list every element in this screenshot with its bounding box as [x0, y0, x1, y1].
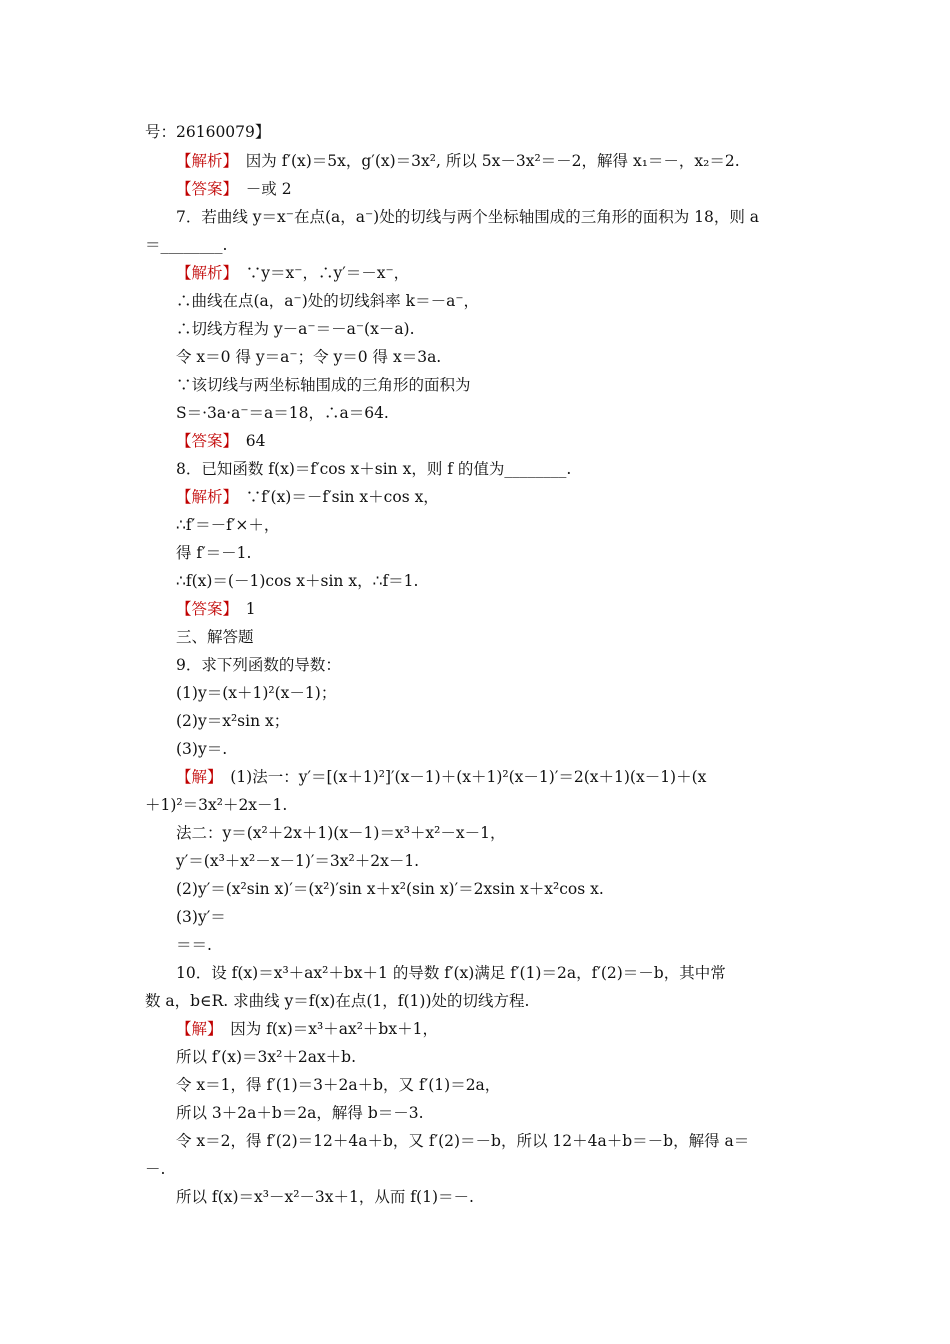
- text-line: 【解】 因为 f(x)＝x³＋ax²＋bx＋1，: [176, 1020, 438, 1038]
- text-line: (3)y＝.: [176, 740, 228, 758]
- text-line: ∴曲线在点(a，a⁻)处的切线斜率 k＝－a⁻，: [176, 292, 480, 310]
- text-line: 法二：y＝(x²＋2x＋1)(x－1)＝x³＋x²－x－1，: [176, 824, 506, 842]
- analysis-tag: 【解析】: [176, 264, 231, 282]
- text-line: ＋1)²＝3x²＋2x－1.: [145, 796, 288, 814]
- answer-tag: 【答案】: [176, 432, 231, 450]
- answer-tag: 【答案】: [176, 180, 231, 198]
- text-line: 【解析】 ∵f′(x)＝－f′sin x＋cos x，: [176, 488, 439, 506]
- text-line: y′＝(x³＋x²－x－1)′＝3x²＋2x－1.: [176, 852, 420, 870]
- solution-tag: 【解】: [176, 768, 215, 786]
- analysis-tag: 【解析】: [176, 152, 231, 170]
- text-line: 【解】 (1)法一：y′＝[(x＋1)²]′(x－1)＋(x＋1)²(x－1)′＝2(x＋1)(x－1)＋(x: [176, 768, 707, 786]
- text-line: 得 f′＝－1.: [176, 544, 252, 562]
- text-line: (1)y＝(x＋1)²(x－1)；: [176, 684, 337, 702]
- solution-tag: 【解】: [176, 1020, 215, 1038]
- text-line: 所以 3＋2a＋b＝2a，解得 b＝－3.: [176, 1104, 424, 1122]
- question-8: 8．已知函数 f(x)＝f′cos x＋sin x，则 f 的值为________.: [176, 460, 572, 478]
- text-line: ∵该切线与两坐标轴围成的三角形的面积为: [176, 376, 471, 394]
- text-line: 令 x＝0 得 y＝a⁻；令 y＝0 得 x＝3a.: [176, 348, 442, 366]
- text-line: ∴f(x)＝(－1)cos x＋sin x，∴f＝1.: [176, 572, 419, 590]
- section-heading: 三、解答题: [176, 628, 254, 646]
- text-line: (2)y＝x²sin x；: [176, 712, 290, 730]
- text-line: S＝·3a·a⁻＝a＝18，∴a＝64.: [176, 404, 389, 422]
- text-line: ∴f′＝－f′×＋，: [176, 516, 280, 534]
- text-line: 【答案】 64: [176, 432, 266, 450]
- answer-tag: 【答案】: [176, 600, 231, 618]
- text-line: 【解析】 因为 f′(x)＝5x，g′(x)＝3x², 所以 5x－3x²＝－2，解得 x₁＝－，x₂＝2.: [176, 152, 740, 170]
- text-line: 【答案】 1: [176, 600, 256, 618]
- question-10: 10．设 f(x)＝x³＋ax²＋bx＋1 的导数 f′(x)满足 f′(1)＝2a，f′(2)＝－b，其中常: [176, 964, 726, 982]
- text-line: 数 a，b∈R. 求曲线 y＝f(x)在点(1，f(1))处的切线方程.: [145, 992, 530, 1010]
- analysis-tag: 【解析】: [176, 488, 231, 506]
- text-line: (3)y′＝: [176, 908, 226, 926]
- text-line: ＝＝.: [176, 936, 212, 954]
- text-line: ＝________.: [145, 236, 228, 254]
- text-line: ∴切线方程为 y－a⁻＝－a⁻(x－a).: [176, 320, 415, 338]
- text-line: 号：26160079】: [145, 123, 271, 141]
- text-line: 所以 f(x)＝x³－x²－3x＋1，从而 f(1)＝－.: [176, 1188, 474, 1206]
- text-line: 【答案】 －或 2: [176, 180, 292, 198]
- question-7: 7．若曲线 y＝x⁻在点(a，a⁻)处的切线与两个坐标轴围成的三角形的面积为 18，则 a: [176, 208, 760, 226]
- text-line: 令 x＝1，得 f′(1)＝3＋2a＋b，又 f′(1)＝2a，: [176, 1076, 501, 1094]
- text-line: (2)y′＝(x²sin x)′＝(x²)′sin x＋x²(sin x)′＝2xsin x＋x²cos x.: [176, 880, 604, 898]
- text-line: 所以 f′(x)＝3x²＋2ax＋b.: [176, 1048, 357, 1066]
- question-9: 9．求下列函数的导数：: [176, 656, 341, 674]
- text-line: 【解析】 ∵y＝x⁻，∴y′＝－x⁻，: [176, 264, 410, 282]
- text-line: 令 x＝2，得 f′(2)＝12＋4a＋b，又 f′(2)＝－b，所以 12＋4a＋b＝－b，解得 a＝: [176, 1132, 750, 1150]
- text-line: －.: [145, 1160, 166, 1178]
